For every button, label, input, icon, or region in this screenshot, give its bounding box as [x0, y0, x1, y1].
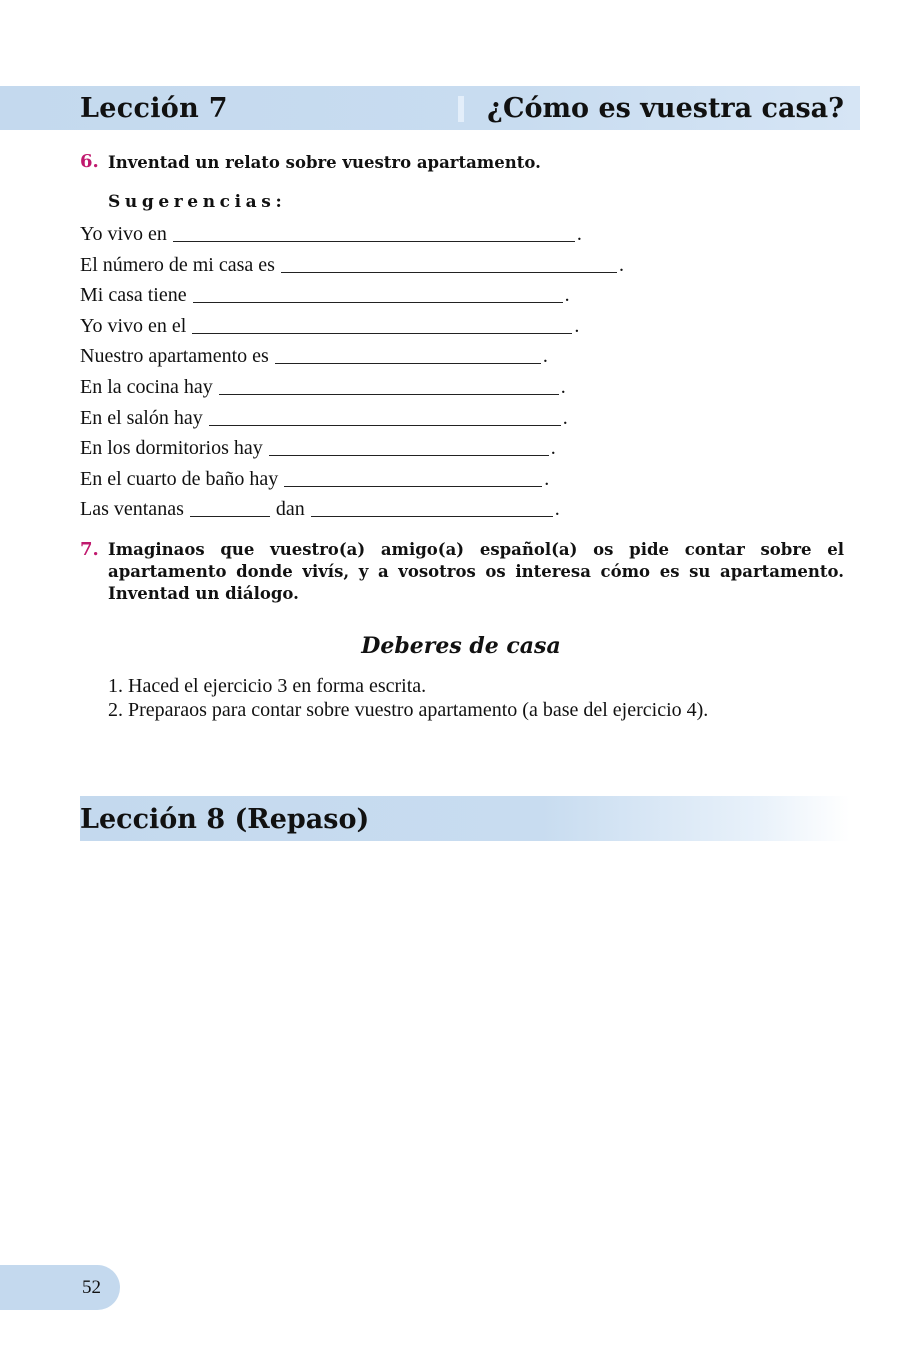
answer-blank — [192, 315, 572, 334]
answer-blank — [284, 468, 542, 487]
answer-blank — [173, 223, 575, 242]
fill-in-lines — [80, 219, 700, 525]
exercise-7-number: 7. — [80, 539, 99, 560]
answer-blank — [190, 498, 270, 517]
period: . — [562, 406, 568, 429]
fill-line-prompt: El número de mi casa es — [80, 253, 275, 276]
period: . — [554, 498, 560, 521]
header-divider — [458, 96, 464, 122]
exercise-6-instruction: Inventad un relato sobre vuestro apartamento. — [108, 153, 541, 172]
period: . — [544, 467, 550, 490]
period: . — [560, 375, 566, 398]
fill-line — [80, 372, 700, 403]
exercise-6-number: 6. — [80, 151, 99, 172]
fill-line-prompt: Yo vivo en el — [80, 314, 187, 337]
fill-line — [80, 280, 700, 311]
fill-line — [80, 464, 700, 495]
answer-blank — [219, 376, 559, 395]
fill-line-windows — [80, 494, 700, 525]
fill-line — [80, 433, 700, 464]
fill-line-prompt: Mi casa tiene — [80, 284, 187, 307]
page-number: 52 — [82, 1277, 101, 1298]
fill-line — [80, 341, 700, 372]
answer-blank — [193, 284, 563, 303]
answer-blank — [269, 437, 549, 456]
fill-line-prompt: Yo vivo en — [80, 223, 167, 245]
next-lesson-title: Lección 8 (Repaso) — [80, 804, 370, 835]
period: . — [550, 437, 556, 460]
period: . — [542, 345, 548, 368]
fill-line — [80, 311, 700, 342]
answer-blank — [281, 254, 617, 273]
answer-blank — [311, 498, 553, 517]
lesson-title: Lección 7 — [80, 93, 228, 124]
fill-line-prompt: En los dormitorios hay — [80, 437, 263, 460]
fill-line-prompt: Nuestro apartamento es — [80, 345, 269, 368]
fill-line-prompt: En la cocina hay — [80, 375, 213, 398]
period: . — [576, 223, 582, 245]
page-number-tab — [0, 1265, 120, 1310]
homework-item: 2. Preparaos para contar sobre vuestro apartamento (a base del ejercicio 4). — [108, 699, 709, 721]
fill-line-prompt: dan — [275, 498, 305, 521]
fill-line — [80, 250, 700, 281]
fill-line — [80, 219, 700, 250]
homework-title: Deberes de casa — [361, 633, 561, 659]
fill-line-prompt: Las ventanas — [80, 498, 184, 521]
suggestions-label: Sugerencias: — [108, 192, 287, 212]
answer-blank — [275, 345, 541, 364]
homework-item: 1. Haced el ejercicio 3 en forma escrita. — [108, 675, 427, 697]
period: . — [574, 314, 580, 337]
fill-line — [80, 403, 700, 434]
fill-line-prompt: En el cuarto de baño hay — [80, 467, 279, 490]
answer-blank — [209, 407, 561, 426]
period: . — [564, 284, 570, 307]
period: . — [618, 253, 624, 276]
fill-line-prompt: En el salón hay — [80, 406, 203, 429]
lesson-subtitle: ¿Cómo es vuestra casa? — [487, 93, 844, 124]
homework-list — [108, 674, 708, 722]
exercise-7-instruction: Imaginaos que vuestro(a) amigo(a) español(a) os pide contar sobre el apartamento donde vivís, y a vosotros os interesa cómo es su apartamento. Inventad un diálogo. — [108, 540, 844, 603]
